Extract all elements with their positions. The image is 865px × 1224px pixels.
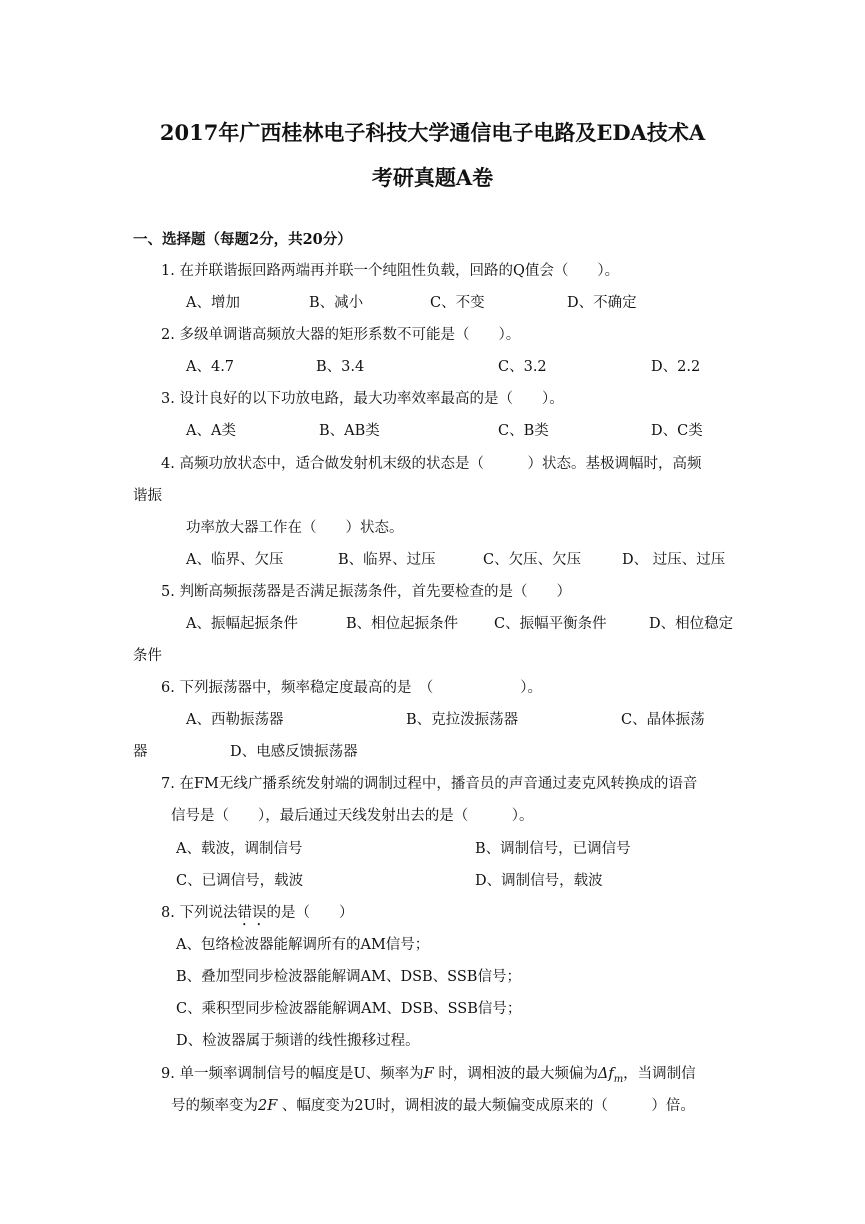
q9-symbol-2F: 2F xyxy=(258,1098,278,1114)
q7-option-a: A、载波，调制信号 xyxy=(176,841,303,857)
q6-option-c: C、晶体振荡 xyxy=(621,712,705,728)
q9-stem-line2 xyxy=(171,1096,695,1116)
q4-stem-line1: 4. 高频功放状态中，适合做发射机末级的状态是（ ）状态。基极调幅时，高频 xyxy=(161,456,702,472)
q6-option-a: A、西勒振荡器 xyxy=(186,712,284,728)
q3-stem: 3. 设计良好的以下功放电路，最大功率效率最高的是（ ）。 xyxy=(161,391,564,407)
q7-option-b: B、调制信号，已调信号 xyxy=(475,841,631,857)
q6-option-c-continued: 器 xyxy=(133,744,148,760)
q4-stem-line2: 谐振 xyxy=(133,488,162,504)
q6-option-d: D、电感反馈振荡器 xyxy=(230,744,358,760)
q2-option-d: D、2.2 xyxy=(651,359,701,375)
q1-option-d: D、不确定 xyxy=(567,295,637,311)
q7-option-c: C、已调信号，载波 xyxy=(176,873,304,889)
q2-option-c: C、3.2 xyxy=(498,359,547,375)
q7-stem-line2: 信号是（ ），最后通过天线发射出去的是（ ）。 xyxy=(171,808,534,824)
q5-stem: 5. 判断高频振荡器是否满足振荡条件，首先要检查的是（ ） xyxy=(161,584,571,600)
q9-stem-line1 xyxy=(161,1064,696,1090)
exam-title-line2: 考研真题A卷 xyxy=(371,165,494,190)
q4-option-d: D、 过压、过压 xyxy=(622,552,726,568)
q5-option-c: C、振幅平衡条件 xyxy=(494,616,607,632)
q1-option-c: C、不变 xyxy=(430,295,485,311)
q7-stem-line1: 7. 在FM无线广播系统发射端的调制过程中，播音员的声音通过麦克风转换成的语音 xyxy=(161,776,698,792)
q9-delta-f-base: Δf xyxy=(597,1066,614,1082)
q3-option-c: C、B类 xyxy=(498,423,549,439)
q9-line2-part2: 、幅度变为2U时，调相波的最大频偏变成原来的（ ）倍。 xyxy=(281,1098,695,1114)
q7-option-d: D、调制信号，载波 xyxy=(475,873,603,889)
q8-option-c: C、乘积型同步检波器能解调AM、DSB、SSB信号； xyxy=(176,1001,522,1017)
q8-stem-pre: 8. 下列说法 xyxy=(161,905,238,921)
q8-option-d: D、检波器属于频谱的线性搬移过程。 xyxy=(176,1033,420,1049)
q1-stem: 1. 在并联谐振回路两端再并联一个纯阻性负载，回路的Q值会（ ）。 xyxy=(161,263,620,279)
q9-delta-f-subscript: m xyxy=(613,1073,624,1085)
q9-text-part2: 时，调相波的最大频偏为 xyxy=(438,1066,598,1082)
q9-line2-part1: 号的频率变为 xyxy=(171,1098,258,1114)
q8-stem-emphasis: 错误 xyxy=(237,905,267,921)
q5-option-d-continued: 条件 xyxy=(133,648,162,664)
q4-option-a: A、临界、欠压 xyxy=(186,552,284,568)
q8-option-a: A、包络检波器能解调所有的AM信号； xyxy=(176,937,430,953)
q4-stem-line3: 功率放大器工作在（ ）状态。 xyxy=(186,520,404,536)
q5-option-b: B、相位起振条件 xyxy=(346,616,459,632)
q8-stem-post: 的是（ ） xyxy=(266,905,354,921)
q1-option-a: A、增加 xyxy=(186,295,240,311)
q9-text-part3: ，当调制信 xyxy=(623,1066,696,1082)
q3-option-b: B、AB类 xyxy=(319,423,380,439)
q2-option-b: B、3.4 xyxy=(316,359,365,375)
q5-option-a: A、振幅起振条件 xyxy=(186,616,298,632)
q5-option-d: D、相位稳定 xyxy=(649,616,734,632)
q2-stem: 2. 多级单调谐高频放大器的矩形系数不可能是（ ）。 xyxy=(161,327,521,343)
q3-option-a: A、A类 xyxy=(186,423,236,439)
q8-option-b: B、叠加型同步检波器能解调AM、DSB、SSB信号； xyxy=(176,969,521,985)
q6-stem: 6. 下列振荡器中，频率稳定度最高的是 （ ）。 xyxy=(161,680,542,696)
q4-option-c: C、欠压、欠压 xyxy=(483,552,582,568)
q9-text-part1: 9. 单一频率调制信号的幅度是U、频率为 xyxy=(161,1066,424,1082)
q3-option-d: D、C类 xyxy=(651,423,703,439)
q6-option-b: B、克拉泼振荡器 xyxy=(406,712,519,728)
q8-stem xyxy=(161,903,353,929)
exam-title-line1: 2017年广西桂林电子科技大学通信电子电路及EDA技术A xyxy=(159,120,706,145)
q9-symbol-delta-f xyxy=(597,1066,624,1085)
q9-symbol-F: F xyxy=(423,1066,434,1082)
q4-option-b: B、临界、过压 xyxy=(338,552,436,568)
section-heading: 一、选择题（每题2分，共20分） xyxy=(133,231,352,248)
q1-option-b: B、减小 xyxy=(309,295,364,311)
q2-option-a: A、4.7 xyxy=(186,359,235,375)
